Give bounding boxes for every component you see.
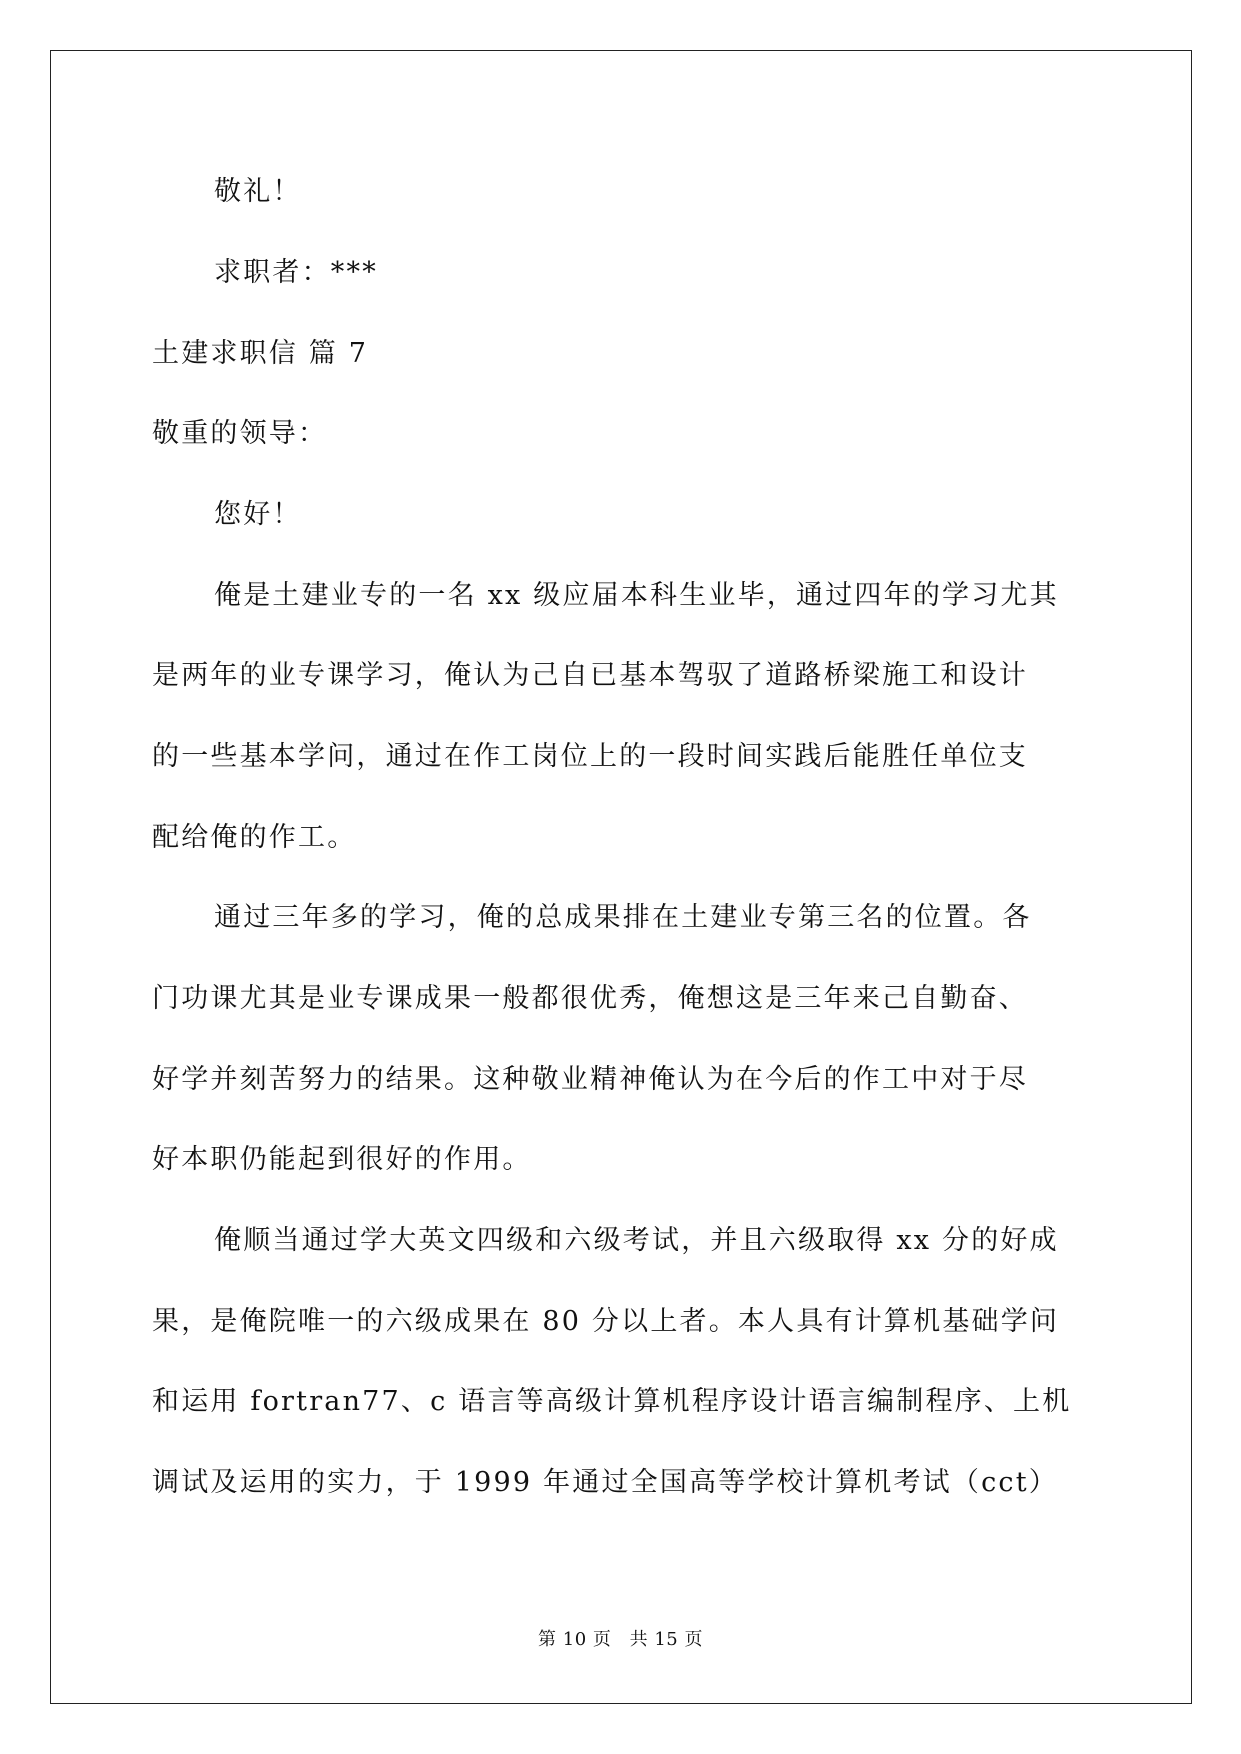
body-line: 是两年的业专课学习，俺认为己自已基本驾驭了道路桥梁施工和设计 bbox=[152, 660, 1028, 691]
section-heading: 土建求职信 篇 7 bbox=[152, 338, 369, 369]
page-total: 共 15 页 bbox=[629, 1629, 703, 1650]
body-line: 门功课尤其是业专课成果一般都很优秀，俺想这是三年来己自勤奋、 bbox=[152, 983, 1028, 1014]
body-line: 果，是俺院唯一的六级成果在 80 分以上者。本人具有计算机基础学问 bbox=[152, 1306, 1060, 1337]
page-footer bbox=[0, 1631, 1241, 1649]
signature-line: 求职者：*** bbox=[214, 257, 378, 288]
page-border bbox=[50, 50, 1192, 1704]
salutation: 敬重的领导： bbox=[152, 418, 328, 449]
body-line: 调试及运用的实力，于 1999 年通过全国高等学校计算机考试（cct） bbox=[152, 1467, 1058, 1498]
body-line: 配给俺的作工。 bbox=[152, 822, 357, 853]
body-line: 的一些基本学问，通过在作工岗位上的一段时间实践后能胜任单位支 bbox=[152, 741, 1028, 772]
body-line: 好本职仍能起到很好的作用。 bbox=[152, 1144, 532, 1175]
closing-salute: 敬礼！ bbox=[214, 176, 302, 207]
page-number: 第 10 页 bbox=[538, 1629, 612, 1650]
body-line: 俺顺当通过学大英文四级和六级考试，并且六级取得 xx 分的好成 bbox=[214, 1225, 1059, 1256]
body-line: 通过三年多的学习，俺的总成果排在土建业专第三名的位置。各 bbox=[214, 902, 1032, 933]
greeting: 您好！ bbox=[214, 499, 302, 530]
body-line: 和运用 fortran77、c 语言等高级计算机程序设计语言编制程序、上机 bbox=[152, 1386, 1072, 1417]
body-line: 好学并刻苦努力的结果。这种敬业精神俺认为在今后的作工中对于尽 bbox=[152, 1064, 1028, 1095]
body-line: 俺是土建业专的一名 xx 级应届本科生业毕，通过四年的学习尤其 bbox=[214, 580, 1059, 611]
